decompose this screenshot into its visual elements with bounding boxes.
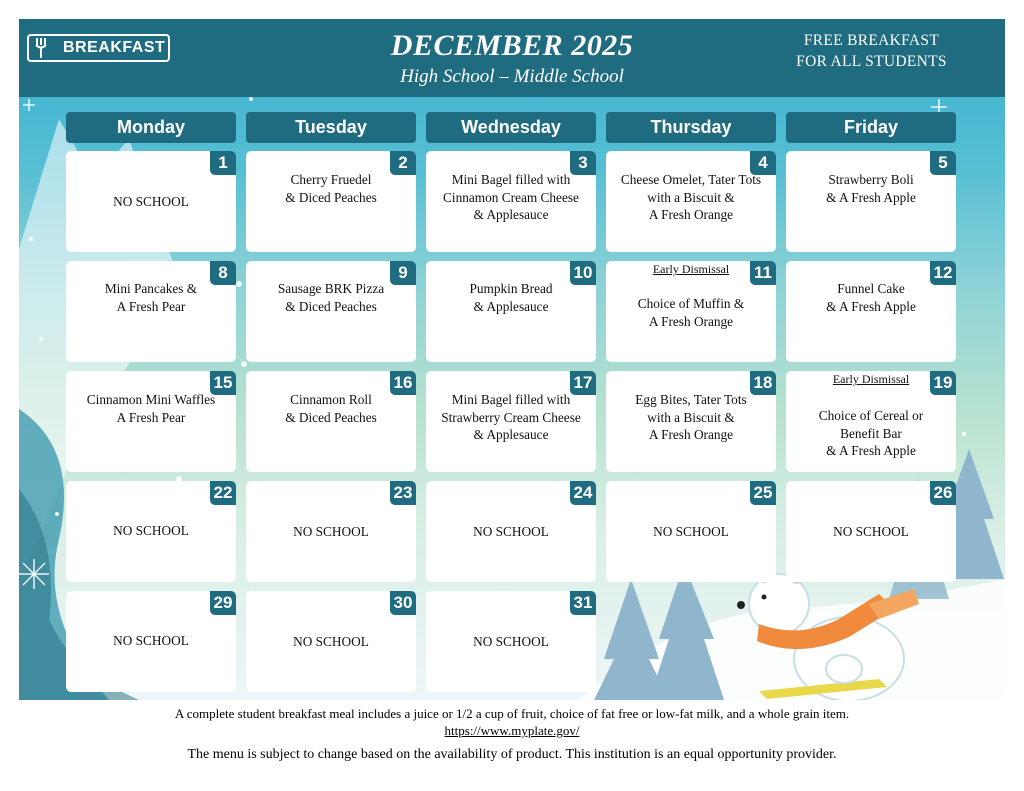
day-number: 22 [210, 481, 236, 505]
day-number: 9 [390, 261, 416, 285]
menu-text: Strawberry Boli & A Fresh Apple [826, 172, 916, 205]
calendar-day [66, 481, 236, 582]
free-breakfast-note [779, 30, 964, 72]
day-number: 3 [570, 151, 596, 175]
calendar-day [66, 151, 236, 252]
calendar-day [786, 151, 956, 252]
menu-text: Choice of Muffin & A Fresh Orange [637, 296, 745, 329]
menu-text: Funnel Cake & A Fresh Apple [826, 281, 916, 314]
day-number: 2 [390, 151, 416, 175]
menu-text: Mini Pancakes & A Fresh Pear [104, 281, 198, 314]
early-dismissal-note: Early Dismissal [652, 262, 730, 276]
calendar-day [786, 261, 956, 362]
myplate-link[interactable]: https://www.myplate.gov/ [444, 723, 580, 738]
menu-text: Cinnamon Mini Waffles A Fresh Pear [86, 392, 216, 425]
day-number: 31 [570, 591, 596, 615]
calendar-day [66, 261, 236, 362]
calendar-day [66, 591, 236, 692]
day-number: 15 [210, 371, 236, 395]
menu-text: Pumpkin Bread & Applesauce [469, 281, 553, 314]
disclaimer: The menu is subject to change based on the availability of product. This institution is an equal opportunity provider. [187, 747, 837, 762]
calendar-day [426, 151, 596, 252]
day-number: 8 [210, 261, 236, 285]
day-number: 25 [750, 481, 776, 505]
calendar-day [66, 371, 236, 472]
calendar-day [786, 371, 956, 472]
early-dismissal-note: Early Dismissal [832, 372, 910, 386]
menu-text: Sausage BRK Pizza & Diced Peaches [277, 281, 385, 314]
day-number: 4 [750, 151, 776, 175]
calendar-day [606, 151, 776, 252]
day-number: 23 [390, 481, 416, 505]
day-header-friday: Friday [786, 112, 956, 143]
menu-text: NO SCHOOL [473, 524, 549, 539]
free-line-2: FOR ALL STUDENTS [796, 53, 947, 70]
day-header-tuesday: Tuesday [246, 112, 416, 143]
calendar-day [246, 261, 416, 362]
menu-text: NO SCHOOL [653, 524, 729, 539]
menu-text: NO SCHOOL [293, 524, 369, 539]
day-number: 1 [210, 151, 236, 175]
day-header-thursday: Thursday [606, 112, 776, 143]
day-number: 18 [750, 371, 776, 395]
calendar-day [606, 481, 776, 582]
calendar-header [19, 19, 1005, 97]
calendar-day [246, 151, 416, 252]
calendar-day [246, 481, 416, 582]
menu-text: Mini Bagel filled with Strawberry Cream Cheese & Applesauce [441, 392, 581, 442]
menu-text: NO SCHOOL [113, 194, 189, 209]
day-number: 30 [390, 591, 416, 615]
calendar-day [246, 371, 416, 472]
day-number: 24 [570, 481, 596, 505]
menu-text: NO SCHOOL [113, 633, 189, 648]
day-header-monday: Monday [66, 112, 236, 143]
menu-text: Cherry Fruedel & Diced Peaches [285, 172, 377, 205]
menu-text: Egg Bites, Tater Tots with a Biscuit & A Fresh Orange [635, 392, 747, 442]
day-number: 29 [210, 591, 236, 615]
calendar-day [426, 261, 596, 362]
menu-text: Cinnamon Roll & Diced Peaches [285, 392, 377, 425]
calendar-day [426, 591, 596, 692]
calendar-day [246, 591, 416, 692]
free-line-1: FREE BREAKFAST [803, 32, 940, 49]
day-number: 12 [930, 261, 956, 285]
page-title: DECEMBER 2025 [390, 29, 634, 62]
day-number: 16 [390, 371, 416, 395]
menu-text: NO SCHOOL [293, 634, 369, 649]
day-number: 5 [930, 151, 956, 175]
menu-text: Choice of Cereal or Benefit Bar & A Fresh Apple [818, 408, 924, 458]
day-number: 11 [750, 261, 776, 285]
page-subtitle: High School – Middle School [400, 66, 624, 87]
day-number: 17 [570, 371, 596, 395]
day-number: 19 [930, 371, 956, 395]
day-number: 10 [570, 261, 596, 285]
menu-text: Cheese Omelet, Tater Tots with a Biscuit & A Fresh Orange [620, 172, 762, 222]
menu-text: NO SCHOOL [113, 523, 189, 538]
calendar-day [426, 481, 596, 582]
menu-text: NO SCHOOL [833, 524, 909, 539]
day-number: 26 [930, 481, 956, 505]
logo-text: BREAKFAST [63, 39, 166, 56]
calendar-day [786, 481, 956, 582]
day-header-wednesday: Wednesday [426, 112, 596, 143]
menu-text: NO SCHOOL [473, 634, 549, 649]
calendar-day [426, 371, 596, 472]
menu-text: Mini Bagel filled with Cinnamon Cream Cheese & Applesauce [443, 172, 579, 222]
calendar-day [606, 371, 776, 472]
calendar-frame [19, 19, 1005, 700]
meal-note: A complete student breakfast meal includes a juice or 1/2 a cup of fruit, choice of fat free or low-fat milk, and a whole grain item. [174, 706, 850, 721]
calendar-day [606, 261, 776, 362]
